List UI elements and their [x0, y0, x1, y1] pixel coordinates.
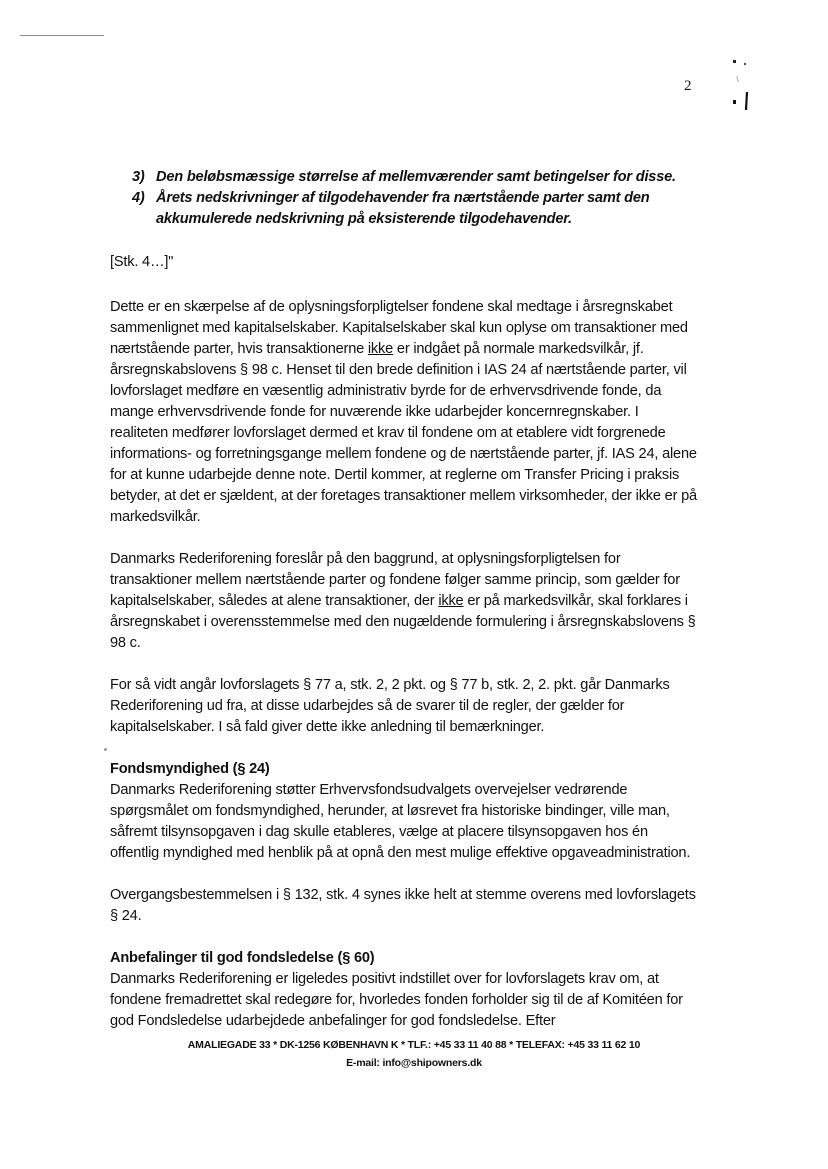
paragraph-related-parties — [110, 297, 700, 528]
document-body — [110, 167, 700, 1053]
numbered-list — [132, 167, 700, 230]
paragraph-text: er på markedsvilkår, skal forklares i årsregnskabet i overensstemmelse med den nugældende formulering i årsregnskabslovens § 98 c. — [110, 593, 696, 651]
list-item — [132, 167, 700, 188]
margin-marks-icon — [730, 58, 760, 118]
paragraph-text: Dette er en skærpelse af de oplysningsforpligtelser fondene skal medtage i årsregnskabet sammenlignet med kapitalselskaber. Kapitalselskaber skal kun oplyse om transaktioner med nærtstående parter, hvis transaktionerne — [110, 299, 688, 357]
paragraph-text: er indgået på normale markedsvilkår, jf. årsregnskabslovens § 98 c. Henset til den brede definition i IAS 24 af nærtstående parter, vil lovforslaget medføre en væsentlig administrativ byrde for de erhvervsdrivende fonde, da mange erhvervsdrivende fonde for nuværende ikke udarbejder koncernregnskaber. I realiteten medfører lovforslaget dermed et krav til fondene om at etablere vidt forgrenede informations- og forretningsgange mellem fondene og de nærtstående parter, jf. IAS 24, alene for at kunne udarbejde denne note. Dertil kommer, at reglerne om Transfer Pricing i praksis betyder, at det er sjældent, at der foretages transaktioner mellem virksomheder, der ikke er på markedsvilkår. — [110, 341, 697, 525]
paragraph-section-77: For så vidt angår lovforslagets § 77 a, stk. 2, 2 pkt. og § 77 b, stk. 2, 2. pkt. går Danmarks Rederiforening ud fra, at disse udarbejdes så de svarer til de regler, der gælder for kapitalselskaber. I så fald giver dette ikke anledning til bemærkninger. — [110, 677, 670, 735]
section-body: Danmarks Rederiforening støtter Erhvervsfondsudvalgets overvejelser vedrørende spørgsmålet om fondsmyndighed, herunder, at løsrevet fra historiske bindinger, ville man, såfremt tilsynsopgaven i dag skulle etableres, vælge at placere tilsynsopgaven hos én offentlig myndighed med henblik på at opnå den mest mulige effektive opgaveadministration. — [110, 782, 691, 861]
list-item-number: 3) — [132, 169, 145, 185]
stk-reference: [Stk. 4…]" — [110, 254, 174, 270]
paragraph-proposal — [110, 549, 700, 654]
page-number: 2 — [684, 78, 692, 94]
footer-address: AMALIEGADE 33 * DK-1256 KØBENHAVN K * TLF.: +45 33 11 40 88 * TELEFAX: +45 33 11 62 10 — [187, 1039, 641, 1051]
letterhead-footer — [0, 1036, 828, 1072]
paragraph-transition: Overgangsbestemmelsen i § 132, stk. 4 synes ikke helt at stemme overens med lovforslagets § 24. — [110, 887, 696, 924]
section-heading: Fondsmyndighed (§ 24) — [110, 761, 270, 777]
list-item-number: 4) — [132, 190, 145, 206]
list-item-text: Den beløbsmæssige størrelse af mellemværender samt betingelser for disse. — [156, 169, 676, 185]
section-anbefalinger — [110, 948, 700, 1032]
section-body: Danmarks Rederiforening er ligeledes positivt indstillet over for lovforslagets krav om, at fondene fremadrettet skal redegøre for, hvorledes fonden forholder sig til de af Komitéen for god Fondsledelse udarbejdede anbefalinger for god fondsledelse. Efter — [110, 971, 683, 1029]
section-heading: Anbefalinger til god fondsledelse (§ 60) — [110, 950, 375, 966]
list-item — [132, 188, 700, 230]
underlined-word: ikke — [438, 593, 464, 609]
footer-email: E-mail: info@shipowners.dk — [346, 1057, 482, 1069]
section-fondsmyndighed — [110, 759, 700, 864]
list-item-text: Årets nedskrivninger af tilgodehavender fra nærtstående parter samt den akkumulerede nedskrivning på eksisterende tilgodehavender. — [156, 190, 650, 227]
underlined-word: ikke — [367, 341, 394, 357]
scan-artifact-line — [20, 35, 104, 36]
scan-artifact-dot — [104, 748, 107, 751]
paragraph-text: Danmarks Rederiforening foreslår på den baggrund, at oplysningsforpligtelsen for transaktioner mellem nærtstående parter og fondene følger samme princip, som gælder for kapitalselskaber, således at alene transaktioner, der — [110, 551, 680, 609]
